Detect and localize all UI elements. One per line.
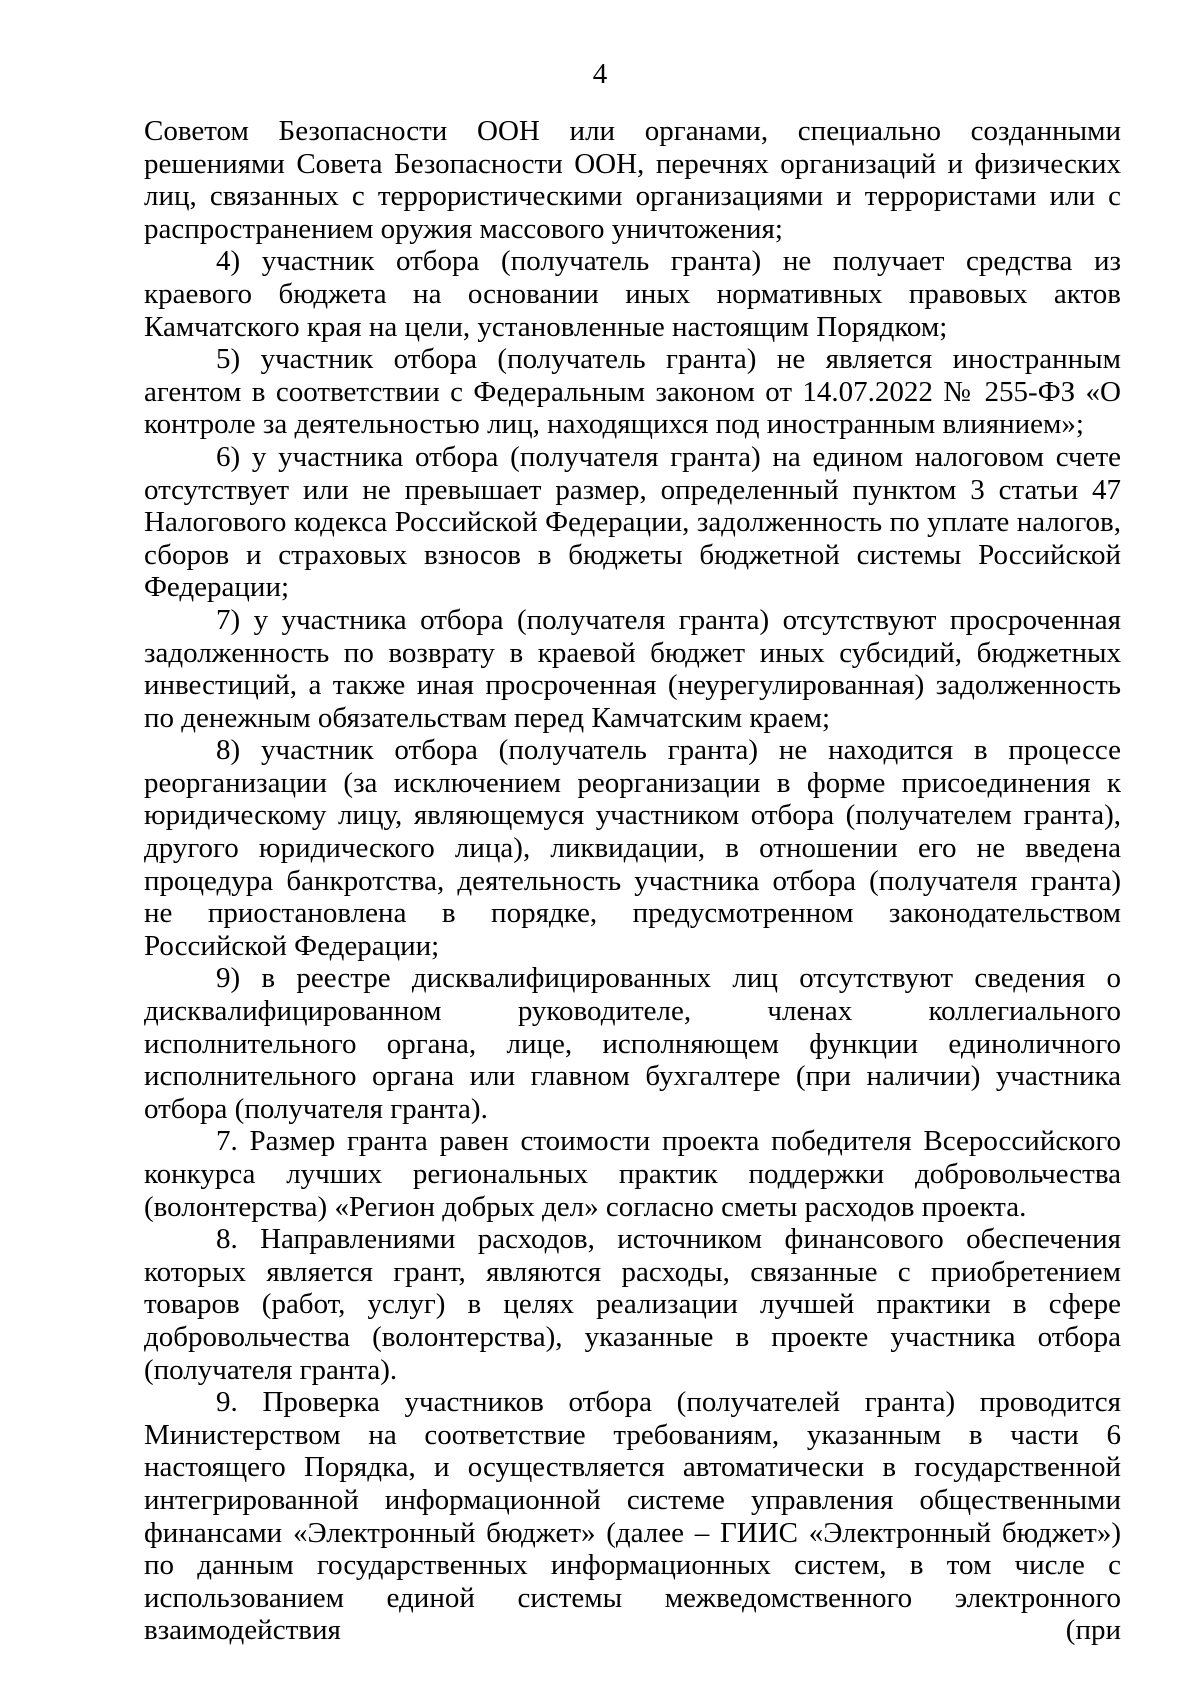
paragraph-section-8: 8. Направлениями расходов, источником финансового обеспечения которых является грант, являются расходы, связанные с приобретением товаров (работ, услуг) в целях реализации лучшей практики в сфере добровольчества (волонтерства), указанные в проекте участника отбора (получателя гранта). — [144, 1223, 1121, 1386]
paragraph-item-6: 6) у участника отбора (получателя гранта) на едином налоговом счете отсутствует или не превышает размер, определенный пунктом 3 статьи 47 Налогового кодекса Российской Федерации, задолженность по уплате налогов, сборов и страховых взносов в бюджеты бюджетной системы Российской Федерации; — [144, 440, 1121, 604]
page-number: 4 — [592, 58, 608, 90]
paragraph-item-7: 7) у участника отбора (получателя гранта) отсутствуют просроченная задолженность по возврату в краевой бюджет иных субсидий, бюджетных инвестиций, а также иная просроченная (неурегулированная) задолженность по денежным обязательствам перед Камчатским краем; — [144, 603, 1121, 734]
paragraph-continuation: Советом Безопасности ООН или органами, специально созданными решениями Совета Безопасности ООН, перечнях организаций и физических лиц, связанных с террористическими организациями и террористами или с распространением оружия массового уничтожения; — [144, 115, 1121, 245]
paragraph-item-4: 4) участник отбора (получатель гранта) не получает средства из краевого бюджета на основании иных нормативных правовых актов Камчатского края на цели, установленные настоящим Порядком; — [144, 245, 1121, 343]
paragraph-section-9: 9. Проверка участников отбора (получателей гранта) проводится Министерством на соответствие требованиям, указанным в части 6 настоящего Порядка, и осуществляется автоматически в государственной интегрированной информационной системе управления общественными финансами «Электронный бюджет» (далее – ГИИС «Электронный бюджет») по данным государственных информационных систем, в том числе с использованием единой системы межведомственного электронного взаимодействия (при — [144, 1386, 1121, 1647]
paragraph-item-9: 9) в реестре дисквалифицированных лиц отсутствуют сведения о дисквалифицированном руководителе, членах коллегиального исполнительного органа, лице, исполняющем функции единоличного исполнительного органа или главном бухгалтере (при наличии) участника отбора (получателя гранта). — [144, 962, 1121, 1125]
paragraph-item-5: 5) участник отбора (получатель гранта) не является иностранным агентом в соответствии с Федеральным законом от 14.07.2022 № 255-ФЗ «О контроле за деятельностью лиц, находящихся под иностранным влиянием»; — [144, 343, 1121, 441]
document-body — [144, 115, 1121, 1647]
paragraph-section-7: 7. Размер гранта равен стоимости проекта победителя Всероссийского конкурса лучших региональных практик поддержки добровольчества (волонтерства) «Регион добрых дел» согласно сметы расходов проекта. — [144, 1125, 1121, 1223]
paragraph-item-8: 8) участник отбора (получатель гранта) не находится в процессе реорганизации (за исключением реорганизации в форме присоединения к юридическому лицу, являющемуся участником отбора (получателем гранта), другого юридического лица), ликвидации, в отношении его не введена процедура банкротства, деятельность участника отбора (получателя гранта) не приостановлена в порядке, предусмотренном законодательством Российской Федерации; — [144, 734, 1121, 962]
